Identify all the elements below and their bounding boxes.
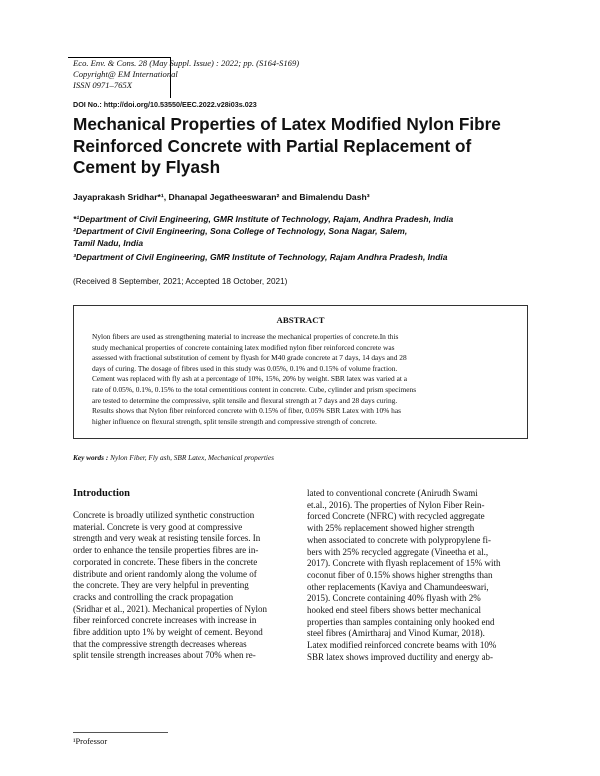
body-line: 2015). Concrete containing 40% flyash with 2%: [307, 593, 481, 604]
body-line: Concrete is broadly utilized synthetic construction: [73, 510, 255, 520]
introduction-heading: Introduction: [73, 488, 130, 499]
abstract-line: rate of 0.05%, 0.1%, 0.15% to the total cementitious content in concrete. Cube, cylinder and prism specimens: [92, 384, 417, 394]
body-line: properties than samples containing only hooked end: [307, 616, 495, 627]
abstract-line: study mechanical properties of concrete containing latex modified nylon fiber reinforced concrete was: [92, 342, 395, 352]
body-line: that the compressive strength decreases whereas: [73, 638, 247, 649]
keywords: [73, 453, 274, 462]
body-line: coconut fiber of 0.15% shows higher strengths than: [307, 569, 493, 580]
body-line: material. Concrete is very good at compressive: [73, 521, 243, 532]
affiliations: [73, 213, 543, 263]
abstract-heading: ABSTRACT: [276, 315, 325, 325]
body-line: 2017). Concrete with flyash replacement of 15% with: [307, 558, 501, 569]
abstract-line: Cement was replaced with fly ash at a percentage of 10%, 15%, 20% by weight. SBR latex was varied at a: [92, 374, 408, 384]
body-line: other replacements (Kaviya and Chamundeeswari,: [307, 581, 489, 592]
body-line: lated to conventional concrete (Anirudh Swami: [307, 488, 478, 498]
affiliation-line: ³Department of Civil Engineering, GMR Institute of Technology, Rajam Andhra Pradesh, India: [73, 252, 448, 262]
title-line: Cement by Flyash: [73, 157, 221, 177]
body-line: corporated in concrete. These fibers in the concrete: [73, 556, 258, 567]
abstract-line: higher influence on flexural strength, split tensile strength and compressive strength of concrete.: [92, 416, 377, 426]
title-line: Mechanical Properties of Latex Modified Nylon Fibre: [73, 114, 501, 134]
body-line: cracks and controlling the crack propagation: [73, 591, 234, 602]
body-line: the concrete. They are very helpful in preventing: [73, 580, 249, 591]
body-line: Latex modified reinforced concrete beams with 10%: [307, 640, 497, 651]
journal-citation: Eco. Env. & Cons. 28 (May Suppl. Issue) : 2022; pp. (S164-S169): [73, 58, 300, 68]
body-line: SBR latex shows improved ductility and energy ab-: [307, 651, 494, 662]
keywords-label: Key words :: [73, 453, 109, 462]
abstract-line: assessed with fractional substitution of cement by flyash for M40 grade concrete at 7 days, 14 days and 28: [92, 353, 407, 363]
body-line: when associated to concrete with polypropylene fi-: [307, 534, 491, 545]
abstract-text: [92, 332, 512, 427]
journal-issn: ISSN 0971–765X: [73, 80, 132, 90]
paper-title: [73, 114, 543, 179]
body-column-left: [73, 510, 309, 662]
body-line: hooked end steel fibers shows better mechanical: [307, 605, 481, 616]
doi-line[interactable]: DOI No.: http://doi.org/10.53550/EEC.2022.v28i03s.023: [73, 100, 257, 109]
affiliation-line: *¹Department of Civil Engineering, GMR Institute of Technology, Rajam, Andhra Pradesh, India: [73, 214, 454, 224]
body-line: bers with 25% recycled aggregate (Vineetha et al.,: [307, 546, 489, 557]
received-dates: (Received 8 September, 2021; Accepted 18 October, 2021): [73, 277, 288, 286]
affiliation-line: ²Department of Civil Engineering, Sona College of Technology, Sona Nagar, Salem,: [73, 226, 408, 236]
keywords-text: Nylon Fiber, Fly ash, SBR Latex, Mechanical properties: [108, 453, 274, 462]
body-line: distribute and orient randomly along the volume of: [73, 568, 257, 579]
journal-info: [73, 58, 299, 91]
body-line: order to enhance the tensile properties fibres are in-: [73, 545, 259, 556]
body-line: fiber reinforced concrete increases with increase in: [73, 615, 257, 626]
body-line: with 25% replacement showed higher strength: [307, 523, 475, 534]
title-line: Reinforced Concrete with Partial Replacement of: [73, 135, 472, 156]
body-line: et.al., 2016). The properties of Nylon Fiber Rein-: [307, 499, 485, 510]
abstract-line: days of curing. The dosage of fibres used in this study was 0.05%, 0.1% and 0.15% of volume fraction.: [92, 363, 398, 373]
abstract-line: Nylon fibers are used as strengthening material to increase the mechanical properties of concrete.In this: [92, 332, 399, 341]
abstract-line: Results shows that Nylon fiber reinforced concrete with 0.15% of fiber, 0.05% SBR Latex with 10% has: [92, 406, 402, 416]
body-line: fibre addition upto 1% by weight of cement. Beyond: [73, 627, 263, 638]
footnote-divider: [73, 732, 168, 733]
body-line: forced Concrete (NFRC) with recycled aggregate: [307, 511, 485, 522]
body-column-right: [307, 488, 543, 664]
footnote: ¹Professor: [73, 737, 108, 746]
body-line: split tensile strength increases about 70% when re-: [73, 650, 256, 661]
body-line: steel fibres (Amirtharaj and Vinod Kumar, 2018).: [307, 628, 485, 639]
author-list: Jayaprakash Sridhar*¹, Dhanapal Jegatheeswaran² and Bimalendu Dash³: [73, 192, 370, 202]
body-line: strength and very weak at resisting tensile forces. In: [73, 533, 261, 544]
affiliation-line: Tamil Nadu, India: [73, 238, 144, 248]
abstract-line: are tested to determine the compressive, split tensile and flexural strength at 7 days and 28 days curing.: [92, 395, 398, 405]
journal-copyright: Copyright@ EM International: [73, 69, 178, 79]
body-line: (Sridhar et al., 2021). Mechanical properties of Nylon: [73, 603, 267, 614]
